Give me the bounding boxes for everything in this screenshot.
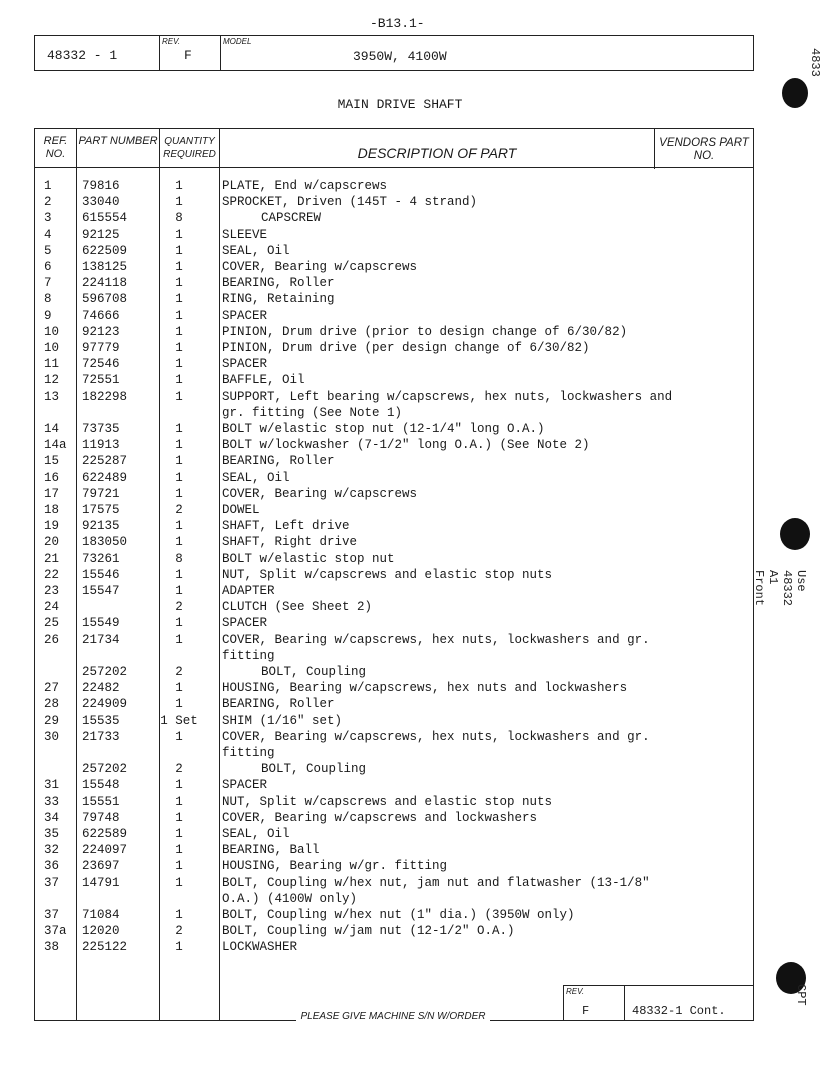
table-row (35, 534, 753, 550)
description-cell: SPACER (222, 616, 268, 631)
part-number-cell: 72551 (82, 373, 120, 388)
quantity-cell: 1 (175, 908, 183, 922)
ref-cell: 37 (44, 908, 60, 922)
part-number-cell: 79816 (82, 179, 120, 193)
description-cell: PLATE, End w/capscrews (222, 179, 388, 193)
ref-cell: 14a (44, 438, 67, 453)
part-number-cell: 92135 (82, 519, 120, 534)
ref-cell: 4 (44, 227, 52, 242)
ref-cell: 24 (44, 600, 60, 615)
description-cell: BOLT, Coupling (261, 665, 367, 679)
quantity-cell: 2 (175, 762, 183, 777)
description-cell: BOLT, Coupling (261, 762, 367, 777)
description-cell: COVER, Bearing w/capscrews (222, 260, 418, 274)
ref-cell: 1 (44, 179, 52, 193)
quantity-cell: 1 (175, 454, 183, 469)
description-cell: HOUSING, Bearing w/gr. fitting (222, 859, 448, 874)
part-number-cell: 15549 (82, 616, 120, 631)
ref-cell: 6 (44, 260, 52, 274)
quantity-cell: 1 (175, 179, 183, 193)
table-row (35, 291, 753, 307)
description-cell: PINION, Drum drive (prior to design change of 6/30/82) (222, 324, 628, 339)
description-cell: BEARING, Roller (222, 276, 335, 291)
ref-cell: 12 (44, 373, 60, 388)
table-row (35, 842, 753, 858)
table-row (35, 777, 753, 793)
table-row (35, 567, 753, 583)
part-number-cell: 22482 (82, 681, 120, 696)
part-number-cell: 15547 (82, 584, 120, 598)
description-cell: BEARING, Ball (222, 843, 320, 858)
description-cell: CAPSCREW (261, 211, 322, 226)
part-number-cell: 74666 (82, 308, 120, 323)
table-row (35, 891, 753, 907)
table-row (35, 210, 753, 226)
part-number-cell: 79721 (82, 486, 120, 501)
ref-cell: 29 (44, 713, 60, 728)
part-number-cell: 23697 (82, 859, 120, 874)
quantity-cell: 1 (175, 584, 183, 598)
ref-cell: 15 (44, 454, 60, 469)
table-row (35, 810, 753, 826)
ref-cell: 17 (44, 486, 60, 501)
table-row (35, 907, 753, 923)
table-row (35, 713, 753, 729)
description-cell: fitting (222, 746, 275, 760)
ref-cell: 19 (44, 519, 60, 534)
ref-cell: 5 (44, 243, 52, 258)
table-row (35, 680, 753, 696)
description-cell: HOUSING, Bearing w/capscrews, hex nuts and lockwashers (222, 681, 628, 696)
quantity-cell: 1 (175, 940, 183, 955)
quantity-cell: 1 (175, 794, 183, 809)
quantity-cell: 1 (175, 486, 183, 501)
ref-cell: 33 (44, 794, 60, 809)
table-row (35, 745, 753, 761)
table-row (35, 389, 753, 405)
ref-cell: 37a (44, 924, 67, 939)
part-number-cell: 257202 (82, 665, 128, 679)
part-number-cell: 11913 (82, 438, 120, 453)
ref-cell: 25 (44, 616, 60, 631)
margin-stamp-bottom: CPT (794, 984, 808, 1006)
quantity-cell: 1 (175, 243, 183, 258)
part-number-cell: 71084 (82, 908, 120, 922)
table-row (35, 308, 753, 324)
page-code: -B13.1- (370, 16, 425, 31)
quantity-cell: 1 (175, 373, 183, 388)
footer-rev-label: REV. (566, 987, 585, 996)
part-number-cell: 615554 (82, 211, 128, 226)
table-row (35, 664, 753, 680)
ref-cell: 32 (44, 843, 60, 858)
part-number-cell: 73261 (82, 551, 120, 566)
description-cell: NUT, Split w/capscrews and elastic stop nuts (222, 794, 553, 809)
description-cell: BOLT, Coupling w/hex nut, jam nut and flatwasher (13-1/8" (222, 875, 650, 890)
part-number-cell: 92125 (82, 227, 120, 242)
table-row (35, 356, 753, 372)
table-row (35, 632, 753, 648)
quantity-cell: 1 (175, 632, 183, 647)
description-cell: SEAL, Oil (222, 827, 290, 841)
table-row (35, 583, 753, 599)
description-cell: BOLT, Coupling w/hex nut (1" dia.) (3950W only) (222, 908, 575, 922)
quantity-cell: 1 (175, 324, 183, 339)
rev-value: F (184, 48, 192, 63)
table-row (35, 502, 753, 518)
description-cell: SPROCKET, Driven (145T - 4 strand) (222, 195, 478, 210)
footer-continued: 48332-1 Cont. (632, 1004, 726, 1018)
description-cell: COVER, Bearing w/capscrews, hex nuts, lockwashers and gr. (222, 632, 650, 647)
table-row (35, 939, 753, 955)
description-cell: gr. fitting (See Note 1) (222, 405, 403, 420)
quantity-cell: 1 (175, 810, 183, 825)
part-number-cell: 92123 (82, 324, 120, 339)
footer-note (34, 1011, 752, 1022)
quantity-cell: 1 (175, 276, 183, 291)
table-row (35, 372, 753, 388)
part-number-cell: 14791 (82, 875, 120, 890)
description-cell: LOCKWASHER (222, 940, 298, 955)
table-row (35, 826, 753, 842)
margin-stamp-top: 4833 (808, 48, 822, 77)
quantity-cell: 1 (175, 843, 183, 858)
table-row (35, 486, 753, 502)
ref-cell: 36 (44, 859, 60, 874)
quantity-cell: 2 (175, 924, 183, 939)
description-cell: SHAFT, Right drive (222, 535, 358, 550)
description-cell: O.A.) (4100W only) (222, 891, 358, 906)
part-number-cell: 97779 (82, 341, 120, 355)
part-number-cell: 596708 (82, 292, 128, 307)
table-row (35, 340, 753, 356)
quantity-cell: 1 (175, 567, 183, 582)
ref-cell: 26 (44, 632, 60, 647)
description-cell: COVER, Bearing w/capscrews and lockwashers (222, 810, 538, 825)
col-quantity: QUANTITY REQUIRED (163, 136, 216, 160)
table-row (35, 696, 753, 712)
model-label: MODEL (223, 37, 252, 46)
part-number-cell: 622489 (82, 470, 128, 485)
ref-cell: 18 (44, 503, 60, 517)
quantity-cell: 1 (175, 697, 183, 712)
quantity-cell: 2 (175, 503, 183, 517)
ref-cell: 9 (44, 308, 52, 323)
part-number-cell: 15548 (82, 778, 120, 793)
header-box (34, 35, 754, 71)
parts-table (34, 128, 754, 1021)
doc-number: 48332 - 1 (47, 48, 118, 63)
quantity-cell: 1 (175, 292, 183, 307)
quantity-cell: 1 Set (160, 713, 198, 728)
page-title: MAIN DRIVE SHAFT (337, 97, 463, 112)
doc-number-cell (35, 36, 160, 70)
description-cell: ADAPTER (222, 584, 275, 598)
part-number-cell: 622589 (82, 827, 128, 841)
part-number-cell: 257202 (82, 762, 128, 777)
description-cell: SHIM (1/16" set) (222, 713, 343, 728)
description-cell: BEARING, Roller (222, 454, 335, 469)
description-cell: RING, Retaining (222, 292, 335, 307)
table-row (35, 729, 753, 745)
table-row (35, 405, 753, 421)
quantity-cell: 1 (175, 729, 183, 744)
description-cell: COVER, Bearing w/capscrews (222, 486, 418, 501)
part-number-cell: 21734 (82, 632, 120, 647)
ref-cell: 10 (44, 341, 60, 355)
ref-cell: 7 (44, 276, 52, 291)
quantity-cell: 1 (175, 195, 183, 210)
quantity-cell: 8 (175, 211, 183, 226)
ref-cell: 3 (44, 211, 52, 226)
description-cell: BOLT w/lockwasher (7-1/2" long O.A.) (See Note 2) (222, 438, 590, 453)
table-row (35, 551, 753, 567)
ref-cell: 37 (44, 875, 60, 890)
table-row (35, 470, 753, 486)
description-cell: fitting (222, 648, 275, 663)
quantity-cell: 1 (175, 308, 183, 323)
part-number-cell: 225287 (82, 454, 128, 469)
description-cell: NUT, Split w/capscrews and elastic stop nuts (222, 567, 553, 582)
quantity-cell: 1 (175, 422, 183, 436)
ref-cell: 22 (44, 567, 60, 582)
ref-cell: 23 (44, 584, 60, 598)
description-cell: SEAL, Oil (222, 243, 290, 258)
table-row (35, 259, 753, 275)
quantity-cell: 1 (175, 519, 183, 534)
table-row (35, 761, 753, 777)
footer-note-text: PLEASE GIVE MACHINE S/N W/ORDER (296, 1011, 489, 1022)
table-row (35, 275, 753, 291)
ref-cell: 21 (44, 551, 60, 566)
model-value: 3950W, 4100W (353, 49, 447, 64)
ref-cell: 11 (44, 357, 60, 372)
ref-cell: 34 (44, 810, 60, 825)
table-row (35, 615, 753, 631)
ref-cell: 30 (44, 729, 60, 744)
binder-hole (782, 78, 808, 108)
ref-cell: 14 (44, 422, 60, 436)
description-cell: SLEEVE (222, 227, 268, 242)
table-row (35, 923, 753, 939)
table-row (35, 648, 753, 664)
quantity-cell: 1 (175, 616, 183, 631)
description-cell: BOLT w/elastic stop nut (222, 551, 395, 566)
quantity-cell: 1 (175, 778, 183, 793)
description-cell: DOWEL (222, 503, 260, 517)
table-row (35, 858, 753, 874)
quantity-cell: 1 (175, 827, 183, 841)
table-row (35, 227, 753, 243)
part-number-cell: 21733 (82, 729, 120, 744)
ref-cell: 38 (44, 940, 60, 955)
part-number-cell: 79748 (82, 810, 120, 825)
quantity-cell: 1 (175, 535, 183, 550)
ref-cell: 2 (44, 195, 52, 210)
margin-stamp-side: Use 48332 A1 Front (752, 570, 808, 607)
part-number-cell: 182298 (82, 389, 128, 404)
quantity-cell: 1 (175, 341, 183, 355)
part-number-cell: 622509 (82, 243, 128, 258)
quantity-cell: 1 (175, 260, 183, 274)
quantity-cell: 2 (175, 665, 183, 679)
table-row (35, 243, 753, 259)
description-cell: PINION, Drum drive (per design change of 6/30/82) (222, 341, 590, 355)
description-cell: SPACER (222, 308, 268, 323)
quantity-cell: 1 (175, 681, 183, 696)
table-row (35, 178, 753, 194)
table-row (35, 794, 753, 810)
quantity-cell: 1 (175, 438, 183, 453)
col-ref: REF. NO. (43, 135, 68, 160)
ref-cell: 16 (44, 470, 60, 485)
table-row (35, 518, 753, 534)
col-description: DESCRIPTION OF PART (357, 145, 517, 161)
description-cell: SPACER (222, 778, 268, 793)
ref-cell: 28 (44, 697, 60, 712)
description-cell: SHAFT, Left drive (222, 519, 350, 534)
quantity-cell: 1 (175, 227, 183, 242)
quantity-cell: 8 (175, 551, 183, 566)
table-row (35, 437, 753, 453)
ref-cell: 8 (44, 292, 52, 307)
part-number-cell: 138125 (82, 260, 128, 274)
rev-label: REV. (162, 37, 181, 46)
description-cell: CLUTCH (See Sheet 2) (222, 600, 373, 615)
ref-cell: 10 (44, 324, 60, 339)
part-number-cell: 33040 (82, 195, 120, 210)
part-number-cell: 225122 (82, 940, 128, 955)
col-vendors-part: VENDORS PART NO. (659, 137, 749, 162)
description-cell: SUPPORT, Left bearing w/capscrews, hex nuts, lockwashers and (222, 389, 673, 404)
ref-cell: 20 (44, 535, 60, 550)
table-row (35, 453, 753, 469)
description-cell: SPACER (222, 357, 268, 372)
description-cell: SEAL, Oil (222, 470, 290, 485)
part-number-cell: 224909 (82, 697, 128, 712)
ref-cell: 35 (44, 827, 60, 841)
part-number-cell: 15546 (82, 567, 120, 582)
quantity-cell: 2 (175, 600, 183, 615)
description-cell: BAFFLE, Oil (222, 373, 305, 388)
quantity-cell: 1 (175, 389, 183, 404)
header-rule (35, 167, 753, 168)
part-number-cell: 183050 (82, 535, 128, 550)
part-number-cell: 72546 (82, 357, 120, 372)
description-cell: BOLT w/elastic stop nut (12-1/4" long O.A.) (222, 422, 545, 436)
part-number-cell: 17575 (82, 503, 120, 517)
quantity-cell: 1 (175, 859, 183, 874)
quantity-cell: 1 (175, 875, 183, 890)
part-number-cell: 73735 (82, 422, 120, 436)
ref-cell: 31 (44, 778, 60, 793)
part-number-cell: 224118 (82, 276, 128, 291)
table-row (35, 421, 753, 437)
table-row (35, 599, 753, 615)
description-cell: BEARING, Roller (222, 697, 335, 712)
quantity-cell: 1 (175, 470, 183, 485)
ref-cell: 13 (44, 389, 60, 404)
description-cell: COVER, Bearing w/capscrews, hex nuts, lockwashers and gr. (222, 729, 650, 744)
rev-cell (160, 36, 221, 70)
table-row (35, 875, 753, 891)
col-part-number: PART NUMBER (78, 135, 158, 147)
binder-hole (780, 518, 810, 550)
table-row (35, 194, 753, 210)
part-number-cell: 15551 (82, 794, 120, 809)
part-number-cell: 224097 (82, 843, 128, 858)
part-number-cell: 12020 (82, 924, 120, 939)
quantity-cell: 1 (175, 357, 183, 372)
description-cell: BOLT, Coupling w/jam nut (12-1/2" O.A.) (222, 924, 515, 939)
footer-rev-value: F (582, 1004, 590, 1018)
ref-cell: 27 (44, 681, 60, 696)
table-row (35, 324, 753, 340)
part-number-cell: 15535 (82, 713, 120, 728)
